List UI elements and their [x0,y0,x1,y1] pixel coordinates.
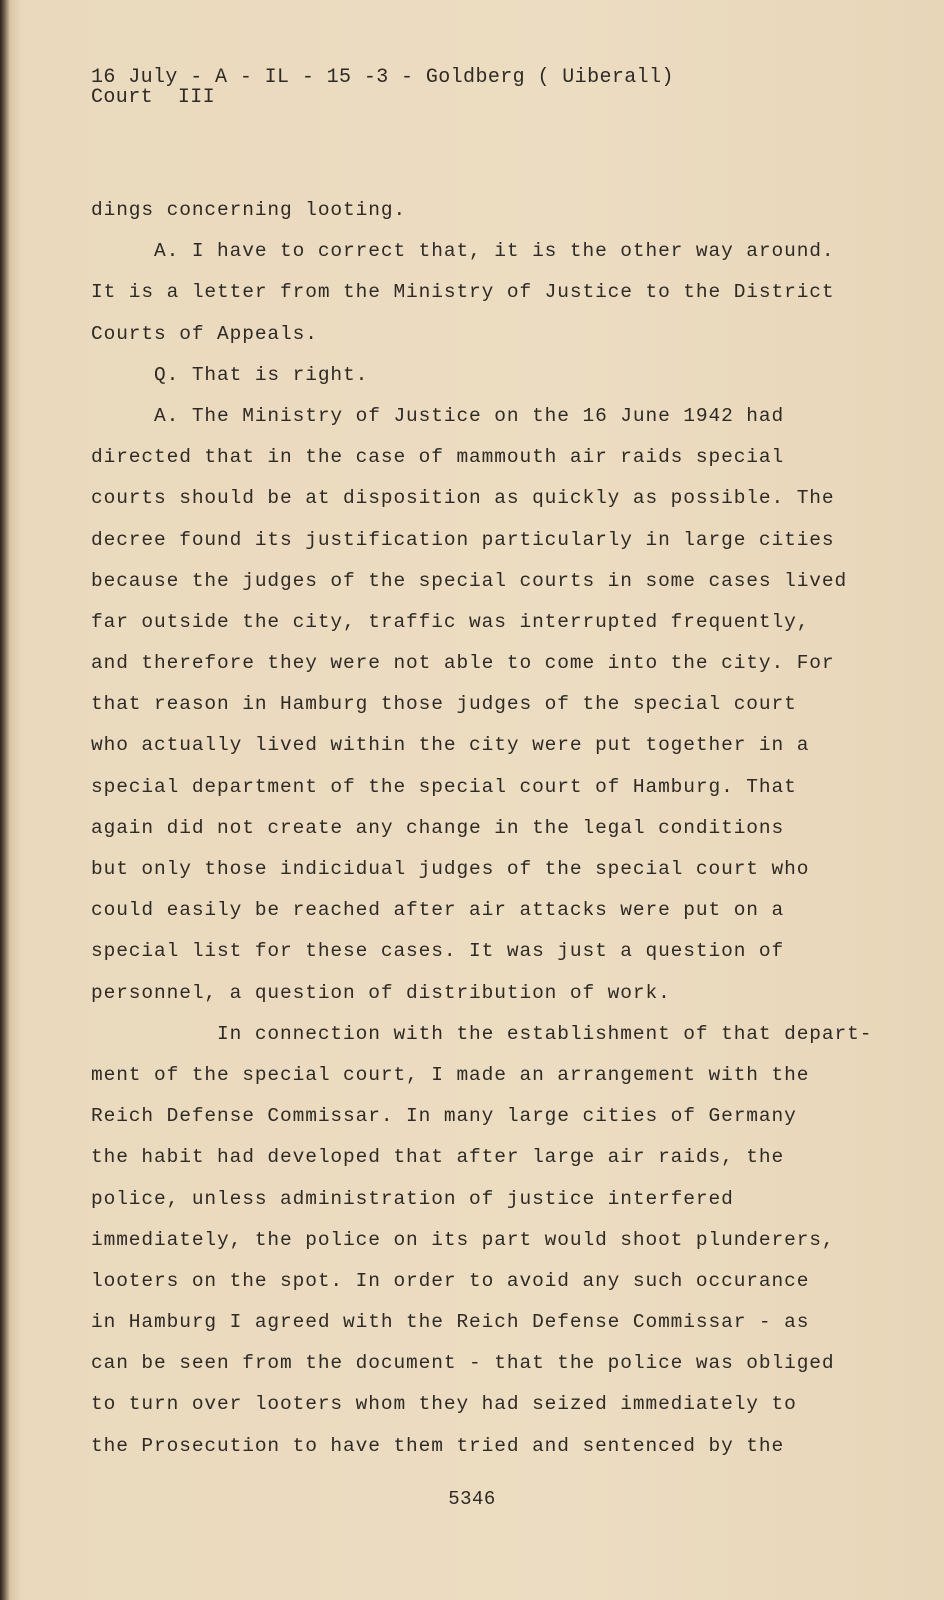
text-line: Courts of Appeals. [91,322,318,345]
text-line: ment of the special court, I made an arrangement with the [91,1063,810,1086]
document-header [91,68,674,108]
text-line: immediately, the police on its part would shoot plunderers, [91,1228,835,1251]
text-line: special department of the special court of Hamburg. That [91,775,797,798]
text-line: A. I have to correct that, it is the other way around. [91,240,835,263]
text-line: can be seen from the document - that the police was obliged [91,1352,835,1375]
page-number: 5346 [448,1488,496,1510]
text-line: again did not create any change in the legal conditions [91,816,785,839]
text-line: the habit had developed that after large air raids, the [91,1146,785,1169]
text-line: decree found its justification particularly in large cities [91,528,835,551]
text-line: police, unless administration of justice interfered [91,1187,734,1210]
text-line: to turn over looters whom they had seized immediately to [91,1393,797,1416]
text-line: personnel, a question of distribution of work. [91,981,671,1004]
text-line: Reich Defense Commissar. In many large cities of Germany [91,1105,797,1128]
text-line: In connection with the establishment of that depart- [91,1022,873,1045]
text-line: dings concerning looting. [91,199,407,221]
text-line: It is a letter from the Ministry of Justice to the District [91,281,835,304]
header-line-1: 16 July - A - IL - 15 -3 - Goldberg ( Uiberall) [91,66,674,89]
text-line: courts should be at disposition as quickly as possible. The [91,487,835,510]
text-line: directed that in the case of mammouth air raids special [91,446,785,469]
text-line: in Hamburg I agreed with the Reich Defense Commissar - as [91,1311,810,1334]
header-line-2: Court III [91,86,216,109]
text-line: who actually lived within the city were put together in a [91,734,810,757]
text-line: the Prosecution to have them tried and sentenced by the [91,1434,785,1457]
transcript-body [91,190,873,1467]
text-line: that reason in Hamburg those judges of the special court [91,693,797,716]
text-line: and therefore they were not able to come into the city. For [91,652,835,675]
text-line: A. The Ministry of Justice on the 16 June 1942 had [91,404,785,427]
text-line: could easily be reached after air attacks were put on a [91,899,785,922]
text-line: but only those indicidual judges of the special court who [91,858,810,880]
text-line: special list for these cases. It was just a question of [91,940,785,963]
text-line: looters on the spot. In order to avoid any such occurance [91,1269,810,1292]
text-line: Q. That is right. [91,363,369,386]
text-line: because the judges of the special courts in some cases lived [91,569,848,592]
text-line: far outside the city, traffic was interrupted frequently, [91,610,810,633]
